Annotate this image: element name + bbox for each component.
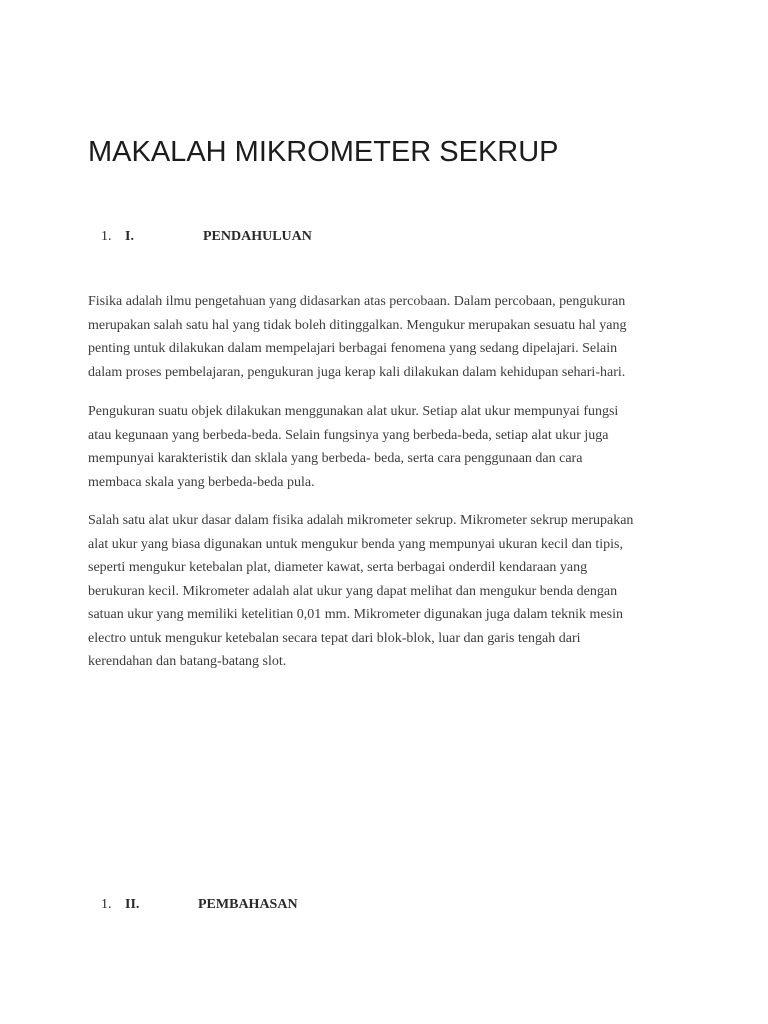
section-roman-numeral: II.	[125, 897, 140, 912]
paragraph-line: Fisika adalah ilmu pengetahuan yang didasarkan atas percobaan. Dalam percobaan, pengukuran	[88, 294, 626, 309]
document-title: MAKALAH MIKROMETER SEKRUP	[88, 136, 559, 168]
paragraph-line: kerendahan dan batang-batang slot.	[88, 654, 287, 669]
paragraph-micrometer	[88, 509, 678, 674]
paragraph-intro	[88, 290, 678, 384]
list-number: 1.	[101, 229, 112, 244]
paragraph-line: Pengukuran suatu objek dilakukan menggunakan alat ukur. Setiap alat ukur mempunyai fungsi	[88, 404, 619, 419]
section-title: PEMBAHASAN	[198, 897, 298, 912]
paragraph-line: penting untuk dilakukan dalam mempelajari berbagai fenomena yang sedang dipelajari. Selain	[88, 341, 618, 356]
section-title: PENDAHULUAN	[203, 229, 312, 244]
section-heading-pembahasan	[101, 897, 298, 913]
paragraph-line: mempunyai karakteristik dan sklala yang berbeda- beda, serta cara penggunaan dan cara	[88, 451, 583, 466]
paragraph-line: Salah satu alat ukur dasar dalam fisika adalah mikrometer sekrup. Mikrometer sekrup merupakan	[88, 513, 634, 528]
paragraph-line: electro untuk mengukur ketebalan secara tepat dari blok-blok, luar dan garis tengah dari	[88, 630, 581, 646]
paragraph-line: membaca skala yang berbeda-beda pula.	[88, 474, 315, 490]
paragraph-line: satuan ukur yang memiliki ketelitian 0,01 mm. Mikrometer digunakan juga dalam teknik mesin	[88, 607, 623, 622]
paragraph-line: merupakan salah satu hal yang tidak boleh ditinggalkan. Mengukur merupakan sesuatu hal yang	[88, 317, 627, 333]
section-heading-pendahuluan	[101, 229, 312, 245]
paragraph-measurement	[88, 400, 678, 494]
paragraph-line: berukuran kecil. Mikrometer adalah alat ukur yang dapat melihat dan mengukur benda dengan	[88, 583, 618, 599]
section-roman-numeral: I.	[125, 229, 134, 244]
paragraph-line: seperti mengukur ketebalan plat, diameter kawat, serta berbagai onderdil kendaraan yang	[88, 560, 588, 575]
list-number: 1.	[101, 897, 112, 912]
paragraph-line: alat ukur yang biasa digunakan untuk mengukur benda yang mempunyai ukuran kecil dan tipis,	[88, 536, 623, 552]
paragraph-line: dalam proses pembelajaran, pengukuran juga kerap kali dilakukan dalam kehidupan sehari-hari.	[88, 364, 626, 380]
paragraph-line: atau kegunaan yang berbeda-beda. Selain fungsinya yang berbeda-beda, setiap alat ukur juga	[88, 427, 609, 443]
